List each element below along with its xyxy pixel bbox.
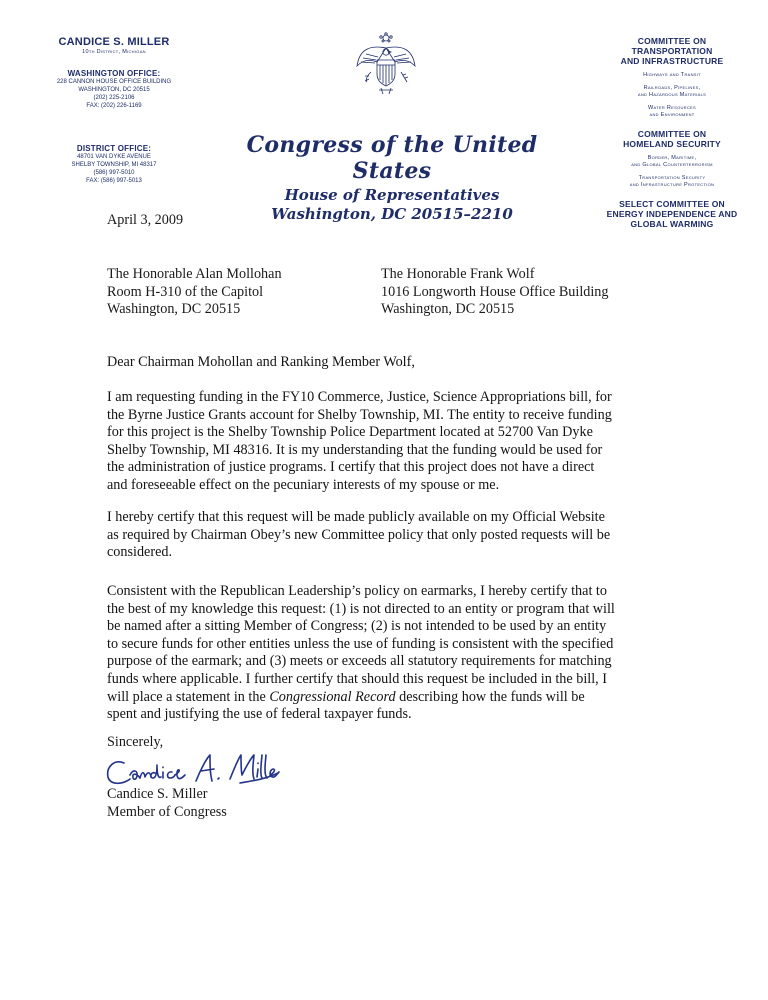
district-office-heading: DISTRICT OFFICE: bbox=[76, 144, 152, 153]
congressional-record-title: Congressional Record bbox=[269, 688, 396, 705]
district-office-line: (586) 997-5010 bbox=[93, 170, 135, 176]
paragraph-public-certification bbox=[107, 509, 707, 562]
recipient-line: Room H-310 of the Capitol bbox=[107, 283, 264, 300]
text-run: will place a statement in the bbox=[107, 688, 270, 705]
signer-block bbox=[107, 786, 227, 821]
committee-heading: GLOBAL WARMING bbox=[630, 219, 714, 229]
recipient-line: The Honorable Alan Mollohan bbox=[107, 266, 282, 282]
paragraph-line: considered. bbox=[107, 544, 173, 561]
committee-heading: COMMITTEE ON bbox=[637, 36, 707, 46]
letter-date: April 3, 2009 bbox=[107, 212, 184, 228]
paragraph-funding-request bbox=[107, 389, 707, 495]
paragraph-line: Consistent with the Republican Leadership’s policy on earmarks, I hereby certify that to bbox=[107, 583, 607, 599]
washington-office-line: FAX: (202) 226-1169 bbox=[86, 103, 142, 109]
district-office-line: FAX: (586) 997-5013 bbox=[86, 178, 142, 184]
house-title: House of Representatives bbox=[284, 186, 500, 204]
subcommittee: Border, Maritime, bbox=[647, 155, 697, 161]
text-run: describing how the funds will be bbox=[395, 688, 585, 705]
washington-office-line: (202) 225-2106 bbox=[93, 95, 135, 101]
paragraph-line bbox=[107, 689, 707, 707]
committee-heading: ENERGY INDEPENDENCE AND bbox=[606, 209, 738, 219]
recipient-right bbox=[381, 266, 609, 319]
paragraph-line: funds where applicable. I further certify that should this request be included in the bill, I bbox=[107, 670, 607, 687]
paragraph-line: and foreseeable effect on the pecuniary interests of my spouse or me. bbox=[107, 476, 500, 493]
committee-heading: TRANSPORTATION bbox=[631, 46, 713, 56]
committee-heading: SELECT COMMITTEE ON bbox=[619, 199, 725, 209]
paragraph-line: I am requesting funding in the FY10 Commerce, Justice, Science Appropriations bill, for bbox=[107, 389, 612, 405]
letterhead-right bbox=[594, 36, 750, 229]
subcommittee: and Infrastructure Protection bbox=[629, 182, 715, 188]
member-name: CANDICE S. MILLER bbox=[58, 36, 170, 48]
paragraph-line: as required by Chairman Obey’s new Committee policy that only posted requests will be bbox=[107, 526, 611, 543]
committee-heading: HOMELAND SECURITY bbox=[623, 139, 721, 149]
paragraph-line: the administration of justice programs. I certify that this project does not have a direct bbox=[107, 459, 595, 476]
letterhead-left bbox=[0, 36, 228, 185]
paragraph-line: to secure funds for other entities unless the use of funding is consistent with the specified bbox=[107, 635, 614, 652]
subcommittee: Railroads, Pipelines, bbox=[643, 85, 701, 91]
committee-heading: AND INFRASTRUCTURE bbox=[620, 56, 724, 66]
recipient-line: Washington, DC 20515 bbox=[107, 301, 241, 318]
letterhead-center bbox=[228, 132, 556, 223]
paragraph-earmark-certification bbox=[107, 583, 707, 724]
recipient-line: The Honorable Frank Wolf bbox=[381, 266, 535, 282]
paragraph-line: I hereby certify that this request will be made publicly available on my Official Website bbox=[107, 509, 605, 525]
subcommittee: Water Resources bbox=[647, 105, 696, 111]
subcommittee: and Global Counterterrorism bbox=[631, 162, 713, 168]
signer-title: Member of Congress bbox=[107, 803, 227, 820]
recipient-line: Washington, DC 20515 bbox=[381, 301, 515, 318]
paragraph-line: Shelby Township, MI 48316. It is my understanding that the funding would be used for bbox=[107, 441, 603, 458]
district-office-line: SHELBY TOWNSHIP, MI 48317 bbox=[71, 162, 157, 168]
washington-office-heading: WASHINGTON OFFICE: bbox=[67, 69, 161, 78]
paragraph-line: for this project is the Shelby Township Police Department located at 52700 Van Dyke bbox=[107, 424, 593, 441]
paragraph-line: the Byrne Justice Grants account for Shelby Township, MI. The entity to receive funding bbox=[107, 406, 612, 423]
recipient-line: 1016 Longworth House Office Building bbox=[381, 283, 609, 300]
member-district: 10th District, Michigan bbox=[82, 49, 146, 55]
paragraph-line: purpose of the earmark; and (3) meets or exceeds all statutory requirements for matching bbox=[107, 653, 612, 670]
salutation: Dear Chairman Mohollan and Ranking Member Wolf, bbox=[107, 354, 415, 370]
washington-office-line: WASHINGTON, DC 20515 bbox=[78, 87, 150, 93]
subcommittee: and Environment bbox=[649, 112, 695, 118]
district-office-line: 48701 VAN DYKE AVENUE bbox=[77, 154, 151, 160]
paragraph-line: be named after a sitting Member of Congress; (2) is not intended to be used by an entity bbox=[107, 618, 607, 635]
congress-title: Congress of the United States bbox=[246, 132, 538, 184]
signer-name: Candice S. Miller bbox=[107, 786, 208, 802]
washington-office-line: 228 CANNON HOUSE OFFICE BUILDING bbox=[56, 79, 172, 85]
paragraph-line: spent and justifying the use of federal taxpayer funds. bbox=[107, 706, 412, 723]
recipient-left bbox=[107, 266, 282, 319]
eagle-seal-icon bbox=[355, 32, 417, 96]
committee-heading: COMMITTEE ON bbox=[637, 129, 707, 139]
house-city: Washington, DC 20515–2210 bbox=[271, 205, 513, 223]
paragraph-line: the best of my knowledge this request: (1) is not directed to an entity or program that will bbox=[107, 600, 615, 617]
subcommittee: and Hazardous Materials bbox=[637, 92, 707, 98]
handwritten-signature bbox=[100, 745, 280, 791]
closing: Sincerely, bbox=[107, 734, 164, 750]
subcommittee: Highways and Transit bbox=[643, 72, 701, 78]
subcommittee: Transportation Security bbox=[638, 175, 706, 181]
